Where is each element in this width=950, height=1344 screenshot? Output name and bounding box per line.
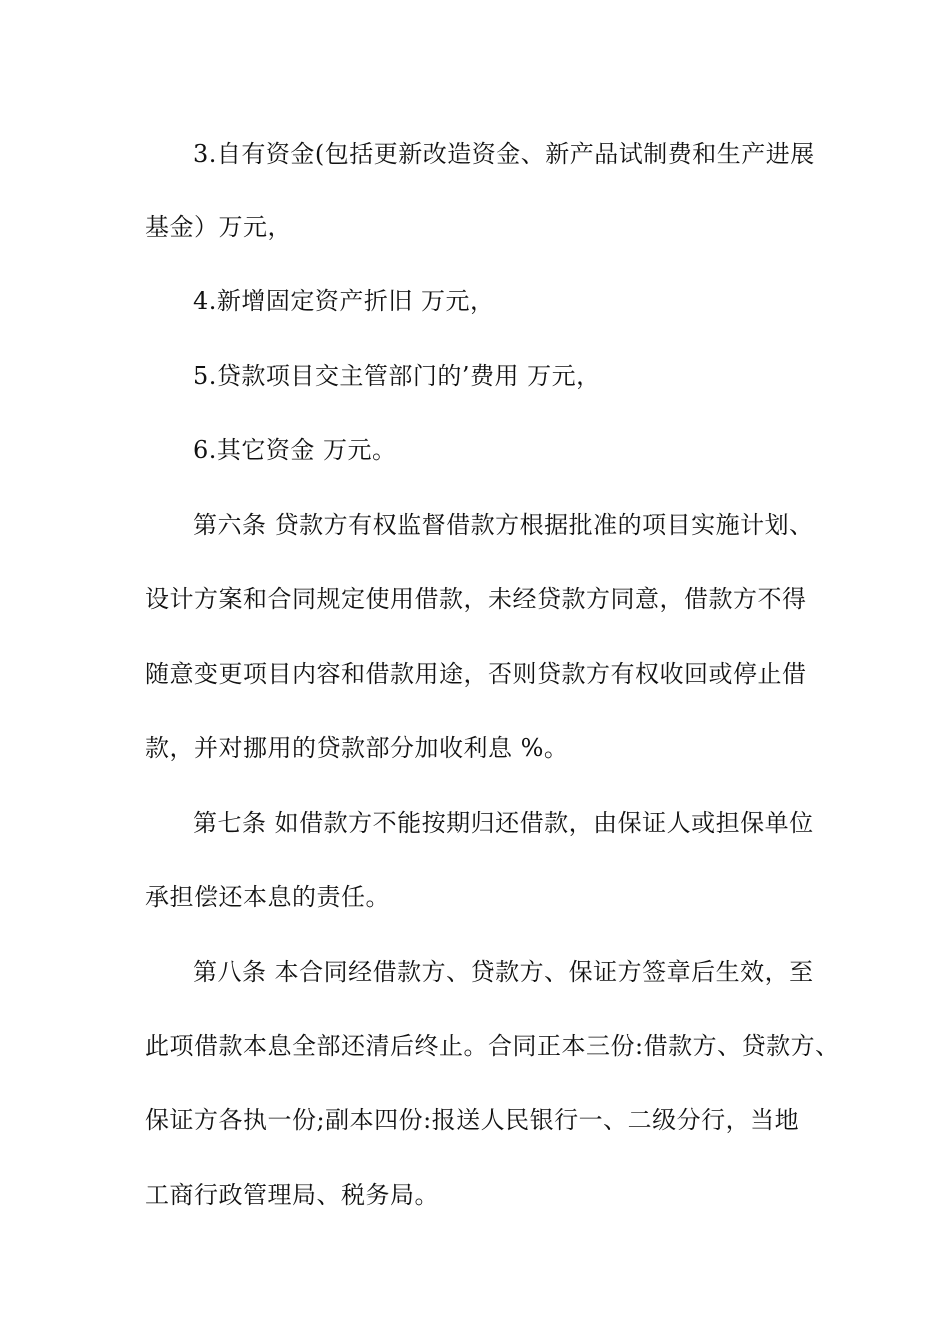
paragraph-line: 6.其它资金 万元。 — [193, 436, 397, 464]
paragraph-line: 款，并对挪用的贷款部分加收利息 %。 — [145, 734, 569, 762]
article-heading-line: 第六条 贷款方有权监督借款方根据批准的项目实施计划、 — [193, 511, 814, 539]
paragraph-line: 随意变更项目内容和借款用途，否则贷款方有权收回或停止借 — [145, 660, 807, 688]
paragraph-line: 3.自有资金(包括更新改造资金、新产品试制费和生产进展 — [193, 140, 815, 168]
paragraph-line: 4.新增固定资产折旧 万元， — [193, 287, 495, 315]
paragraph-line: 基金）万元， — [145, 213, 292, 241]
paragraph-line: 设计方案和合同规定使用借款，未经贷款方同意，借款方不得 — [145, 585, 807, 613]
article-heading-line: 第七条 如借款方不能按期归还借款，由保证人或担保单位 — [193, 809, 814, 837]
article-heading-line: 第八条 本合同经借款方、贷款方、保证方签章后生效，至 — [193, 958, 814, 986]
paragraph-line: 承担偿还本息的责任。 — [145, 883, 390, 911]
paragraph-line: 此项借款本息全部还清后终止。合同正本三份:借款方、贷款方、 — [145, 1032, 840, 1060]
paragraph-line: 5.贷款项目交主管部门的’费用 万元， — [193, 362, 601, 390]
paragraph-line: 工商行政管理局、税务局。 — [145, 1181, 439, 1209]
paragraph-line: 保证方各执一份;副本四份:报送人民银行一、二级分行，当地 — [145, 1106, 800, 1134]
